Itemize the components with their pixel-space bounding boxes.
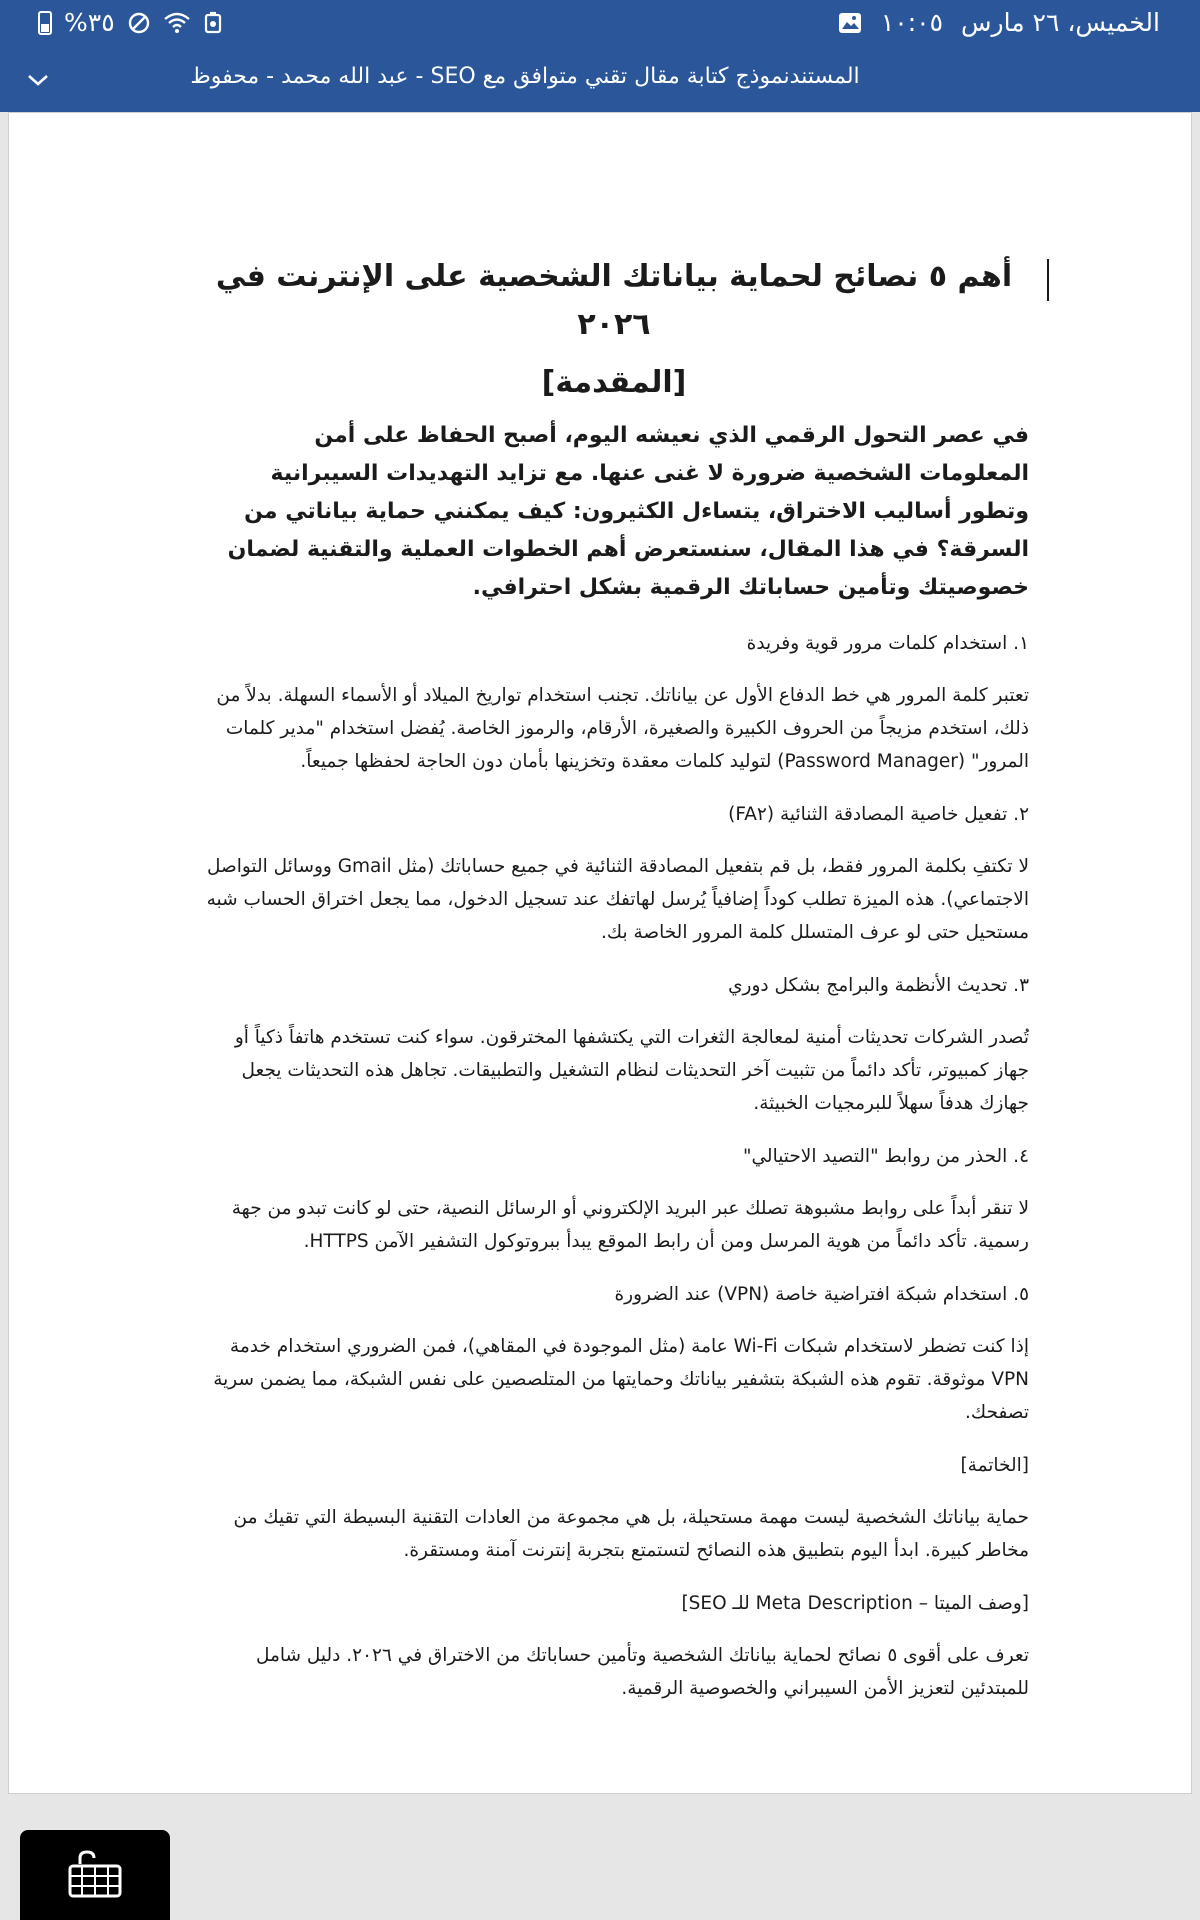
keyboard-toggle-button[interactable] — [20, 1830, 170, 1920]
intro-heading: [المقدمة] — [541, 365, 687, 400]
section-title-4: ٤. الحذر من روابط "التصيد الاحتيالي" — [743, 1146, 1029, 1167]
document-heading-text: أهم ٥ نصائح لحماية بياناتك الشخصية على الإنترنت في ٢٠٢٦ — [215, 259, 1013, 342]
status-time: ١٠:٠٥ — [880, 8, 943, 37]
conclusion-body: حماية بياناتك الشخصية ليست مهمة مستحيلة، بل هي مجموعة من العادات التقنية البسيطة التي تقيك من مخاطر كبيرة. ابدأ اليوم بتطبيق هذه النصائح لتستمتع بتجربة إنترنت آمنة ومستقرة. — [233, 1507, 1029, 1561]
battery-icon — [38, 11, 52, 35]
gallery-icon — [837, 11, 863, 35]
section-body-4: لا تنقر أبداً على روابط مشبوهة تصلك عبر البريد الإلكتروني أو الرسائل النصية، حتى لو كانت تبدو من جهة رسمية. تأكد دائماً من هوية المرسل ومن أن رابط الموقع يبدأ ببروتوكول التشفير الآمن HTTPS. — [231, 1198, 1029, 1252]
document-heading — [199, 253, 1029, 349]
notification-icon — [203, 11, 223, 35]
meta-description-body: تعرف على أقوى ٥ نصائح لحماية بياناتك الشخصية وتأمين حساباتك من الاختراق في ٢٠٢٦. دليل شامل للمبتدئين لتعزيز الأمن السيبراني والخصوصية الرقمية. — [255, 1645, 1029, 1699]
document-page[interactable] — [8, 112, 1192, 1794]
chevron-down-icon — [26, 72, 50, 88]
intro-paragraph: في عصر التحول الرقمي الذي نعيشه اليوم، أصبح الحفاظ على أمن المعلومات الشخصية ضرورة لا غنى عنها. مع تزايد التهديدات السيبرانية وتطور أساليب الاختراق، يتساءل الكثيرون: كيف يمكنني حماية بياناتي من السرقة؟ في هذا المقال، سنستعرض أهم الخطوات العملية والتقنية لضمان خصوصيتك وتأمين حساباتك الرقمية بشكل احترافي. — [227, 423, 1029, 600]
status-icons — [38, 8, 223, 37]
app-header — [0, 0, 1200, 112]
section-title-2: ٢. تفعيل خاصية المصادقة الثنائية (FA٢) — [728, 804, 1029, 825]
status-date: الخميس، ٢٦ مارس — [961, 8, 1160, 37]
section-body-2: لا تكتفِ بكلمة المرور فقط، بل قم بتفعيل المصادقة الثنائية في جميع حساباتك (مثل Gmail ووسائل التواصل الاجتماعي). هذه الميزة تطلب كوداً إضافياً يُرسل لهاتفك عند تسجيل الدخول، مما يجعل اختراق الحساب شبه مستحيل حتى لو عرف المتسلل كلمة المرور الخاصة بك. — [206, 856, 1029, 943]
meta-description-title: [وصف الميتا – Meta Description للـ SEO] — [681, 1593, 1029, 1614]
section-body-5: إذا كنت تضطر لاستخدام شبكات Wi-Fi عامة (مثل الموجودة في المقاهي)، فمن الضروري استخدام خدمة VPN موثوقة. تقوم هذه الشبكة بتشفير بياناتك وحمايتها من المتلصصين على نفس الشبكة، مما يضمن سرية تصفحك. — [213, 1336, 1029, 1423]
text-cursor — [1047, 259, 1049, 301]
document-content[interactable] — [199, 253, 1029, 1727]
section-title-3: ٣. تحديث الأنظمة والبرامج بشكل دوري — [728, 975, 1029, 996]
collapse-button[interactable] — [24, 66, 52, 94]
do-not-disturb-icon — [127, 11, 151, 35]
section-body-3: تُصدر الشركات تحديثات أمنية لمعالجة الثغرات التي يكتشفها المخترقون. سواء كنت تستخدم هاتفاً ذكياً أو جهاز كمبيوتر، تأكد دائماً من تثبيت آخر التحديثات لنظام التشغيل والتطبيقات. تجاهل هذه التحديثات يجعل جهازك هدفاً سهلاً للبرمجيات الخبيثة. — [234, 1027, 1029, 1114]
section-title-1: ١. استخدام كلمات مرور قوية وفريدة — [746, 633, 1029, 654]
section-title-5: ٥. استخدام شبكة افتراضية خاصة (VPN) عند الضرورة — [614, 1284, 1029, 1305]
document-title[interactable]: المستندنموذج كتابة مقال تقني متوافق مع SEO - عبد الله محمد - محفوظ — [190, 64, 860, 89]
keyboard-icon — [66, 1850, 124, 1900]
status-bar — [0, 0, 1200, 48]
section-body-1: تعتبر كلمة المرور هي خط الدفاع الأول عن بياناتك. تجنب استخدام تواريخ الميلاد أو الأسماء السهلة. بدلاً من ذلك، استخدم مزيجاً من الحروف الكبيرة والصغيرة، الأرقام، والرموز الخاصة. يُفضل استخدام "مدير كلمات المرور" (Password Manager) لتوليد كلمات معقدة وتخزينها بأمان دون الحاجة لحفظها جميعاً. — [216, 685, 1029, 772]
document-title-bar — [0, 58, 1200, 108]
battery-level: %٣٥ — [64, 8, 115, 37]
status-clock — [837, 8, 1160, 37]
wifi-icon — [163, 11, 191, 35]
conclusion-title: [الخاتمة] — [960, 1455, 1029, 1476]
